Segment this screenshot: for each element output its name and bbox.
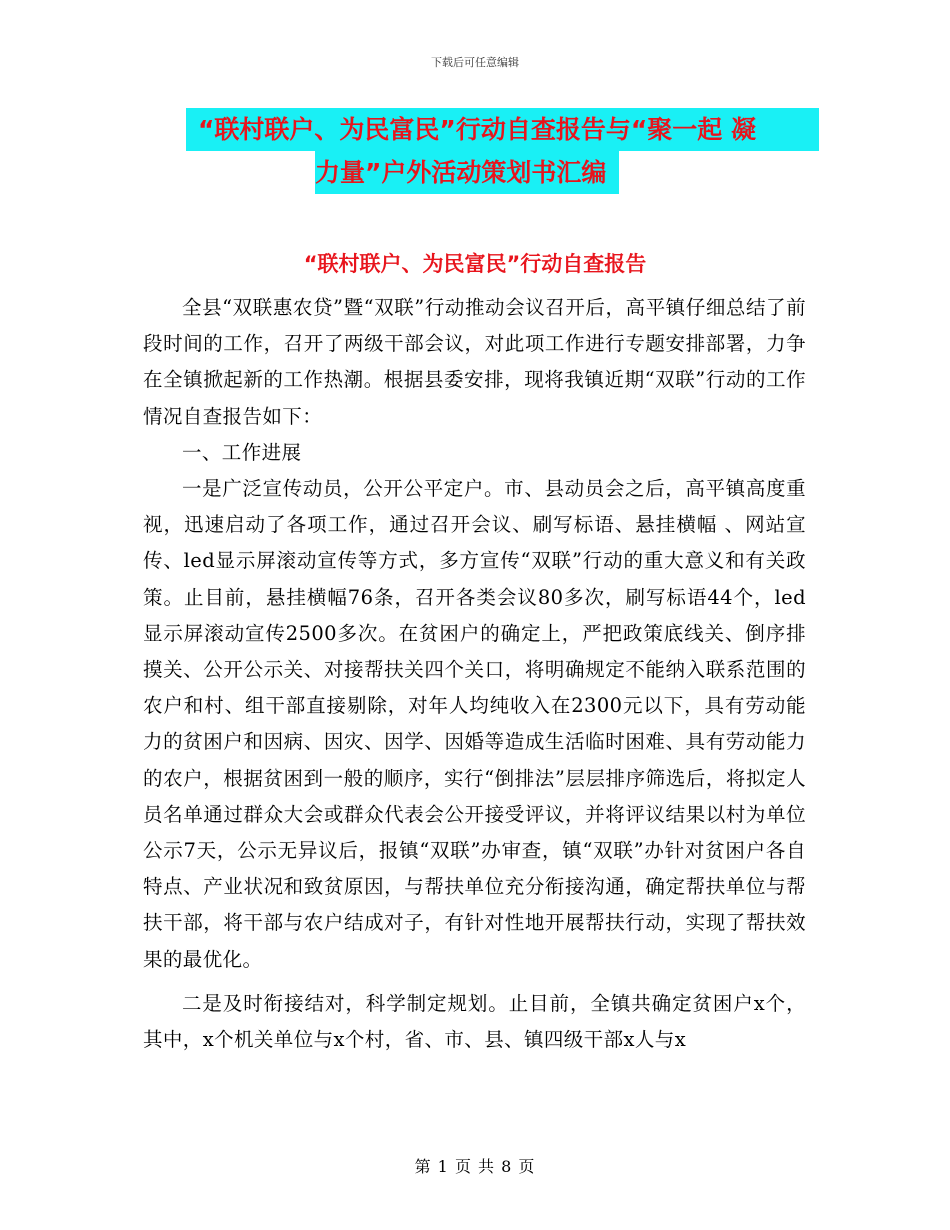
document-title-line-2: 力量”户外活动策划书汇编 xyxy=(315,151,619,194)
paragraph-heading-progress: 一、工作进展 xyxy=(182,440,302,464)
paragraph-item-two: 二是及时衔接结对，科学制定规划。止目前，全镇共确定贫困户x个，其中，x个机关单位与x个村，省、市、县、镇四级干部x人与x xyxy=(143,991,806,1052)
paragraph-item-one: 一是广泛宣传动员，公开公平定户。市、县动员会之后，高平镇高度重视，迅速启动了各项工作，通过召开会议、刷写标语、悬挂横幅 、网站宣传、led显示屏滚动宣传等方式，多方宣传“双联”行动的重大意义和有关政策。止目前，悬挂横幅76条，召开各类会议80多次，刷写标语44个，led显示屏滚动宣传2500多次。在贫困户的确定上，严把政策底线关、倒序排摸关、公开公示关、对接帮扶关四个关口，将明确规定不能纳入联系范围的农户和村、组干部直接剔除，对年人均纯收入在2300元以下，具有劳动能力的贫困户和因病、因灾、因学、因婚等造成生活临时困难、具有劳动能力的农户，根据贫困到一般的顺序，实行“倒排法”层层排序筛选后，将拟定人员名单通过群众大会或群众代表会公开接受评议，并将评议结果以村为单位公示7天，公示无异议后，报镇“双联”办审查，镇“双联”办针对贫困户各自特点、产业状况和致贫原因，与帮扶单位充分衔接沟通，确定帮扶单位与帮扶干部，将干部与农户结成对子，有针对性地开展帮扶行动，实现了帮扶效果的最优化。 xyxy=(143,477,806,971)
document-title-line-1: “联村联户、为民富民”行动自查报告与“聚一起 凝 xyxy=(186,108,819,151)
page-number: 第 1 页 共 8 页 xyxy=(414,1157,536,1176)
document-title xyxy=(186,108,811,194)
section-title: “联村联户、为民富民”行动自查报告 xyxy=(303,252,647,276)
body-text xyxy=(143,290,806,1058)
paragraph-intro: 全县“双联惠农贷”暨“双联”行动推动会议召开后，高平镇仔细总结了前段时间的工作，召开了两级干部会议，对此项工作进行专题安排部署，力争在全镇掀起新的工作热潮。根据县委安排，现将我镇近期“双联”行动的工作情况自查报告如下： xyxy=(143,296,806,428)
header-note: 下载后可任意编辑 xyxy=(431,56,519,69)
